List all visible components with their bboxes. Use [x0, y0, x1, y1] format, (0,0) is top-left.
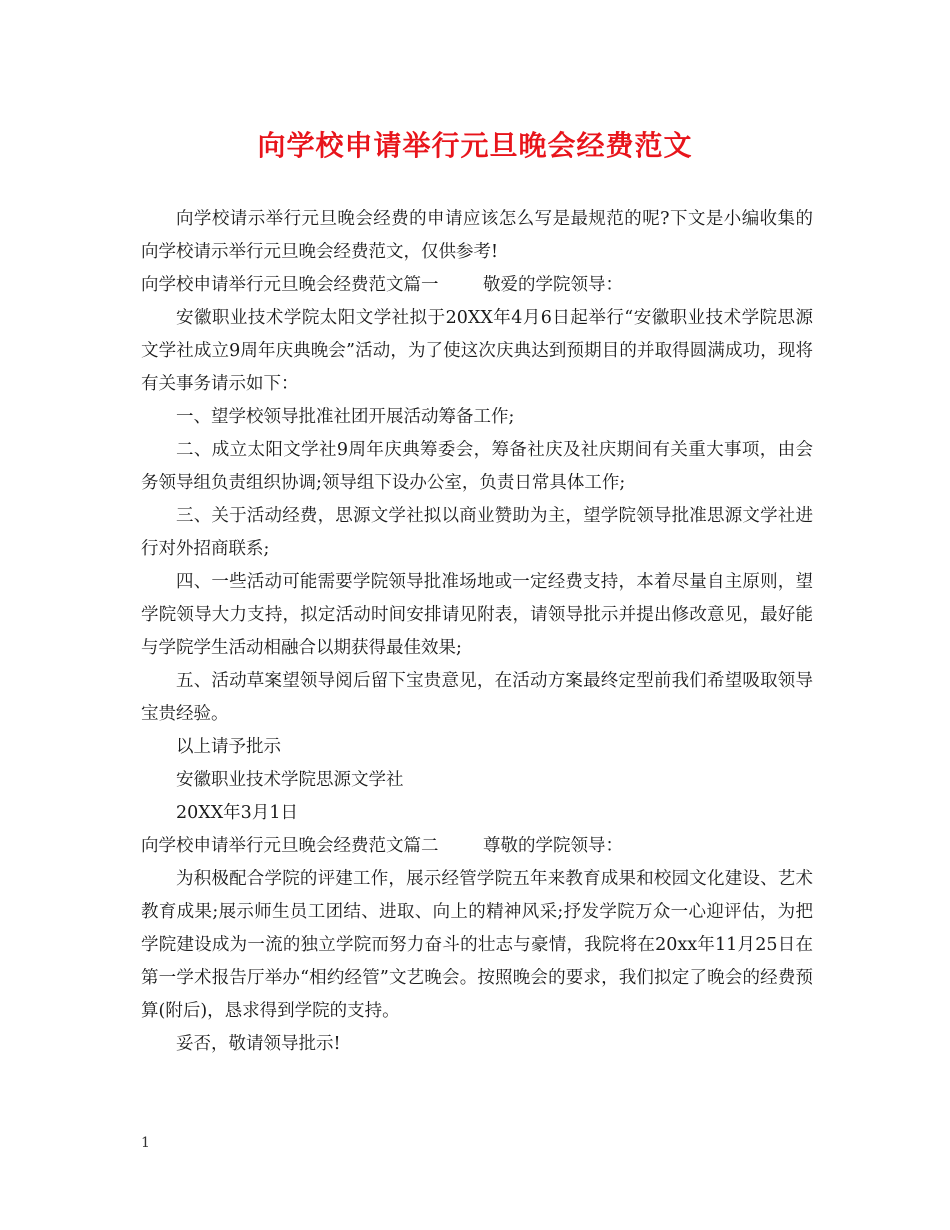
section-heading-1: 向学校申请举行元旦晚会经费范文篇一 敬爱的学院领导：: [141, 275, 624, 295]
document-title: 向学校申请举行元旦晚会经费范文: [257, 129, 693, 162]
paragraph: 安徽职业技术学院太阳文学社拟于20XX年4月6日起举行“安徽职业技术学院思源文学社成立9周年庆典晚会”活动，为了使这次庆典达到预期目的并取得圆满成功，现将有关事务请示如下：: [141, 308, 813, 394]
section-heading-2: 向学校申请举行元旦晚会经费范文篇二 尊敬的学院领导：: [141, 836, 624, 856]
paragraph-intro: 向学校请示举行元旦晚会经费的申请应该怎么写是最规范的呢?下文是小编收集的向学校请示举行元旦晚会经费范文，仅供参考!: [141, 209, 813, 262]
closing-line: 以上请予批示: [176, 737, 281, 757]
paragraph: 四、一些活动可能需要学院领导批准场地或一定经费支持，本着尽量自主原则，望学院领导大力支持，拟定活动时间安排请见附表，请领导批示并提出修改意见，最好能与学院学生活动相融合以期获得最佳效果;: [141, 572, 813, 658]
closing-line: 妥否，敬请领导批示!: [176, 1034, 341, 1054]
paragraph: 二、成立太阳文学社9周年庆典筹委会，筹备社庆及社庆期间有关重大事项，由会务领导组负责组织协调;领导组下设办公室，负责日常具体工作;: [141, 440, 813, 493]
paragraph: 五、活动草案望领导阅后留下宝贵意见，在活动方案最终定型前我们希望吸取领导宝贵经验。: [141, 671, 813, 724]
paragraph: 三、关于活动经费，思源文学社拟以商业赞助为主，望学院领导批准思源文学社进行对外招商联系;: [141, 506, 813, 559]
signature-org: 安徽职业技术学院思源文学社: [176, 770, 404, 790]
paragraph: 一、望学校领导批准社团开展活动筹备工作;: [176, 407, 515, 427]
signature-date: 20XX年3月1日: [176, 803, 298, 823]
page-number: 1: [141, 1135, 150, 1151]
paragraph: 为积极配合学院的评建工作，展示经管学院五年来教育成果和校园文化建设、艺术教育成果;展示师生员工团结、进取、向上的精神风采;抒发学院万众一心迎评估，为把学院建设成为一流的独立学院而努力奋斗的壮志与豪情，我院将在20xx年11月25日在第一学术报告厅举办“相约经管”文艺晚会。按照晚会的要求，我们拟定了晚会的经费预算(附后)，恳求得到学院的支持。: [141, 869, 813, 1021]
document-body: [141, 203, 813, 1061]
